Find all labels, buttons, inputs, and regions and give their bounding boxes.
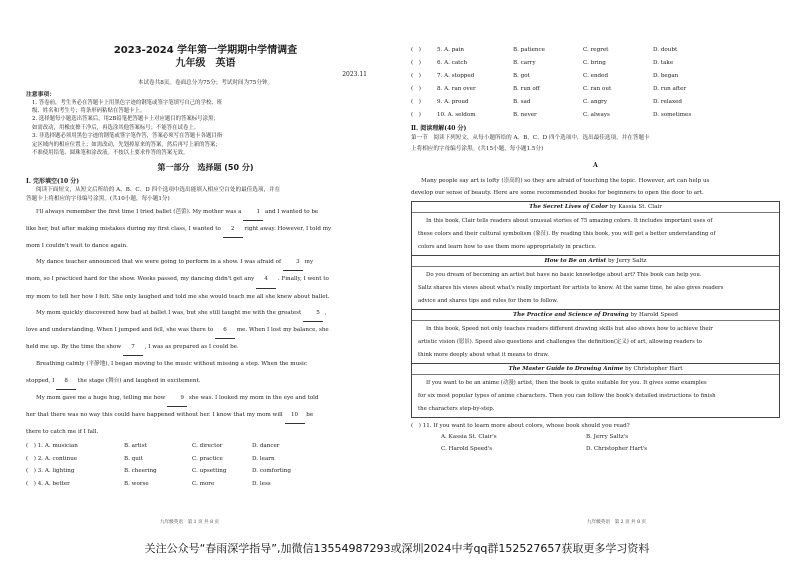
book-description-line: these colors and their cultural symbolism (象征). By reading this book, you will get a better understanding of xyxy=(418,231,716,237)
blank-number: 1 xyxy=(243,204,263,221)
book-description-line: artistic vision (愿景). Speed also questions and challenges the definition(定义) of art, allowing readers to xyxy=(418,339,702,345)
note-line: 不准使用铅笔、圆珠笔和涂改液。不按以上要求作答的答案无效。 xyxy=(32,150,189,157)
book-description-line: colors and learn how to use them more appropriately in practice. xyxy=(418,244,597,250)
option-choice[interactable]: D. comforting xyxy=(252,468,291,475)
option-choice[interactable]: B. quit xyxy=(124,455,143,462)
passage-line xyxy=(26,390,385,407)
option-choice: ( ) 2. A. continue xyxy=(26,455,78,462)
passage-text: my mom to tell her how I felt. She only laughed and told me she would teach me all she knew about ballet. xyxy=(26,293,330,300)
book-author: by Kassia St. Clair xyxy=(609,204,662,210)
passage-text: My dance teacher announced that we were going to perform in a show. I was afraid of xyxy=(36,259,282,266)
right-page xyxy=(397,0,794,536)
option-choice[interactable]: B. artist xyxy=(124,443,147,450)
option-choice: ( ) 4. A. better xyxy=(26,480,70,487)
book-description-line: think more deeply about what it means to draw. xyxy=(418,352,549,358)
option-choice[interactable]: D. relaxed xyxy=(653,99,682,105)
book-heading xyxy=(412,310,779,321)
passage-line xyxy=(26,305,385,322)
option-row xyxy=(411,109,780,122)
book-description xyxy=(412,321,779,363)
passage-line xyxy=(26,424,385,440)
book-description-line: for six most popular types of anime characters. Then you can follow the book's detailed instructions to finish xyxy=(418,393,716,399)
question-11-options-row xyxy=(411,431,780,443)
passage-label: A xyxy=(593,162,598,169)
book-title: The Practice and Science of Drawing xyxy=(513,312,629,318)
option-row xyxy=(411,83,780,96)
blank-number: 5 xyxy=(303,305,323,322)
cloze-directions: 阅读下面短文，从短文后所给的 A、B、C、D 四个选项中选出能填入相应空白处的最佳选项，并在 xyxy=(36,187,281,194)
part-one-title: 第一部分 选择题 (50 分) xyxy=(157,163,254,173)
blank-number: 2 xyxy=(223,221,243,238)
passage-text: stopped, I xyxy=(26,377,55,384)
book-list xyxy=(411,201,780,418)
page-footer: 九年级英语 第 2 页 共 8 页 xyxy=(587,520,647,525)
book-author: by Christopher Hart xyxy=(625,366,683,372)
cloze-options xyxy=(26,440,385,490)
book-title: How to Be an Artist xyxy=(544,258,607,264)
cloze-options-continued xyxy=(411,44,780,122)
passage-text: like her, but after making mistakes during my first class, I wanted to xyxy=(26,225,221,232)
passage-text: my xyxy=(304,259,314,266)
option-choice[interactable]: B. got xyxy=(513,73,530,79)
option-choice[interactable]: 9. A. proud xyxy=(437,99,469,105)
option-choice[interactable]: C. upsetting xyxy=(192,468,227,475)
option-choice[interactable]: D. less xyxy=(252,480,271,487)
passage-line xyxy=(26,339,385,356)
question-11: ( ) 11. If you want to learn more about colors, whose book should you read? xyxy=(411,423,630,429)
passage-line xyxy=(26,238,385,254)
question-11-options-row xyxy=(411,443,780,455)
passage-text: she was. I looked my mom in the eye and told xyxy=(188,394,319,401)
passage-line xyxy=(26,271,385,288)
passage-line xyxy=(26,373,385,390)
note-line: 1. 答卷前，考生务必在答题卡上用黑色字迹的钢笔或签字笔填写自己的学校、班 xyxy=(32,99,223,106)
question-option: C. Harold Speed's xyxy=(441,446,493,452)
answer-bracket: ( ) xyxy=(411,112,421,118)
book-entry xyxy=(411,309,780,363)
option-row xyxy=(26,478,385,491)
blank-number: 9 xyxy=(167,390,187,407)
notes-list xyxy=(26,99,385,158)
blank-number: 6 xyxy=(215,322,235,339)
book-description xyxy=(412,375,779,417)
book-entry xyxy=(411,255,780,309)
passage-intro: Many people say art is lofty (崇高的) so they are afraid of touching the topic. However, art can help us xyxy=(421,178,710,184)
option-choice[interactable]: 8. A. ran over xyxy=(437,86,476,92)
option-row xyxy=(411,70,780,83)
option-choice[interactable]: D. sometimes xyxy=(653,112,692,118)
note-line: 定区域内的相应位置上；如需改动，先划掉原来的答案，然后再写上新的答案； xyxy=(32,141,221,148)
option-choice[interactable]: D. doubt xyxy=(653,47,678,53)
left-page xyxy=(0,0,397,536)
exam-intro: 本试卷共8页。卷面总分为75分；考试时间为75分钟。 xyxy=(137,80,274,86)
book-description-line: In this book, Clair tells readers about unusual stories of 75 amazing colors. It includes important uses of xyxy=(426,218,713,224)
cloze-passage xyxy=(26,204,385,441)
passage-text: be xyxy=(306,412,314,419)
option-choice[interactable]: D. take xyxy=(653,60,674,66)
book-description-line: the characters step-by-step. xyxy=(418,406,495,412)
exam-subtitle: 九年级 英语 xyxy=(175,58,236,69)
blank-number: 10 xyxy=(285,407,305,424)
passage-text: held me up. By the time the show xyxy=(26,344,122,351)
exam-date: 2023.11 xyxy=(342,71,367,78)
passage-text: and I wanted to be xyxy=(265,208,319,215)
exam-title: 2023-2024 学年第一学期期中学情调查 xyxy=(113,45,298,56)
option-choice: ( ) 3. A. lighting xyxy=(26,468,75,475)
passage-text: there to catch me if I fall. xyxy=(26,429,99,436)
option-choice[interactable]: 10. A. seldom xyxy=(437,112,476,118)
passage-text: , I was as prepared as I could be. xyxy=(144,344,239,351)
option-choice[interactable]: 7. A. stopped xyxy=(437,73,475,79)
passage-text: right away. However, I told my xyxy=(244,225,332,232)
passage-text: . Finally, I went to xyxy=(277,276,329,283)
passage-text: Breathing calmly (平静地), I began moving to the music without missing a step. When the music xyxy=(36,361,307,368)
book-heading xyxy=(412,364,779,375)
option-choice[interactable]: D. learn xyxy=(252,455,275,462)
blank-number: 4 xyxy=(256,271,276,288)
book-heading xyxy=(412,202,779,213)
question-option: B. Jerry Saltz's xyxy=(586,434,629,440)
passage-line xyxy=(26,356,385,372)
blank-number: 7 xyxy=(123,339,143,356)
book-author: by Harold Speed xyxy=(630,312,678,318)
option-choice[interactable]: D. dancer xyxy=(252,443,280,450)
option-choice[interactable]: C. more xyxy=(192,480,215,487)
note-line: 2. 选择题每小题选出答案后，用2B铅笔把答题卡上对应题目的答案标号涂黑； xyxy=(32,116,219,123)
book-heading xyxy=(412,256,779,267)
passage-line xyxy=(26,204,385,221)
option-row xyxy=(26,440,385,453)
book-description-line: advice and shares tips and rules for them to follow. xyxy=(418,298,558,304)
option-choice[interactable]: B. never xyxy=(513,112,537,118)
answer-bracket: ( ) xyxy=(411,47,421,53)
passage-text: the stage (舞台) and laughed in excitement. xyxy=(77,377,201,384)
reading-directions: 第一节 阅读下列短文，从每小题所给的 A、B、C、D 四个选项中，选出最佳选项，并在答题卡 xyxy=(411,135,650,141)
note-line: 3. 非选择题必须用黑色字迹的钢笔或签字笔作答，答案必须写在答题卡各题目指 xyxy=(32,133,223,140)
passage-text: , xyxy=(324,309,327,316)
passage-text: mom, so I practiced hard for the show. Weeks passed, my dancing didn't get any xyxy=(26,276,255,283)
option-choice[interactable]: C. ran out xyxy=(583,86,612,92)
passage-text: her that there was no way this could have happened without her. I know that my mom will xyxy=(26,412,283,419)
option-choice[interactable]: 6. A. catch xyxy=(437,60,468,66)
option-choice[interactable]: 5. A. pain xyxy=(437,47,465,53)
option-choice[interactable]: C. angry xyxy=(583,99,607,105)
option-row xyxy=(411,96,780,109)
option-choice[interactable]: C. regret xyxy=(583,47,609,53)
option-choice[interactable]: B. patience xyxy=(513,47,545,53)
note-line: 级、姓名和考生号；将条形码粘贴在答题卡上。 xyxy=(32,108,146,114)
option-choice[interactable]: C. practice xyxy=(192,455,223,462)
option-choice: ( ) 1. A. musician xyxy=(26,443,78,450)
blank-number: 8 xyxy=(56,373,76,390)
option-choice[interactable]: B. cheering xyxy=(124,468,157,475)
passage-text: My mom gave me a huge hug, telling me how xyxy=(36,394,166,401)
book-description-line: In this book, Speed not only teaches readers different drawing skills but also shows how to achieve their xyxy=(426,326,713,332)
passage-text: My mom quickly discovered how bad at ballet I was, but she still taught me with the greatest xyxy=(36,309,302,316)
question-option: D. Christopher Hart's xyxy=(586,446,648,452)
option-choice[interactable]: C. ended xyxy=(583,73,609,79)
option-row xyxy=(411,44,780,57)
option-choice[interactable]: C. always xyxy=(583,112,610,118)
option-choice[interactable]: D. run after xyxy=(653,86,687,92)
book-title: The Master Guide to Drawing Anime xyxy=(508,366,624,372)
option-choice[interactable]: C. director xyxy=(192,443,223,450)
option-row xyxy=(26,453,385,466)
option-choice[interactable]: C. bring xyxy=(583,60,606,66)
promo-banner: 关注公众号“春雨深学指导”,加微信13554987293或深圳2024中考qq群152527657获取更多学习资料 xyxy=(144,542,650,555)
book-title: The Secret Lives of Color xyxy=(529,204,608,210)
cloze-directions: 答题卡上将相应的字母编号涂黑。(共10小题，每小题1分) xyxy=(26,196,170,203)
notes-title: 注意事项： xyxy=(26,91,55,98)
option-choice[interactable]: B. sad xyxy=(513,99,531,105)
option-choice[interactable]: B. run off xyxy=(513,86,540,92)
page-footer: 九年级英语 第 1 页 共 8 页 xyxy=(160,520,220,525)
book-description-line: If you want to be an anime (动漫) artist, then the book is quite suitable for you. It gives some examples xyxy=(426,380,707,386)
option-row xyxy=(411,57,780,70)
answer-bracket: ( ) xyxy=(411,60,421,66)
book-description-line: Do you dream of becoming an artist but have no basic knowledge about art? This book can help you. xyxy=(426,272,702,278)
blank-number: 3 xyxy=(283,254,303,271)
passage-line xyxy=(26,254,385,271)
option-choice[interactable]: D. began xyxy=(653,73,679,79)
option-choice[interactable]: B. worse xyxy=(124,480,149,487)
book-description-line: Saltz shares his views about what's really important for artists to know. At the same time, he also gives readers xyxy=(418,285,724,291)
book-description xyxy=(412,267,779,309)
passage-text: me. When I lost my balance, she xyxy=(236,327,329,334)
book-description xyxy=(412,213,779,255)
passage-line xyxy=(26,221,385,238)
option-row xyxy=(26,465,385,478)
reading-section-title: Ⅱ. 阅读理解(40 分) xyxy=(411,125,467,132)
note-line: 如需改动，用橡皮擦干净后，再选涂其他答案标号；不能答在试卷上。 xyxy=(32,124,200,131)
book-entry xyxy=(411,201,780,255)
passage-text: mom I couldn't wait to dance again. xyxy=(26,243,128,250)
passage-line xyxy=(26,407,385,424)
answer-bracket: ( ) xyxy=(411,86,421,92)
passage-intro: develop our sense of beauty. Here are some recommended books for beginners to open the door to art. xyxy=(411,190,704,196)
answer-bracket: ( ) xyxy=(411,73,421,79)
question-option: A. Kassia St. Clair's xyxy=(441,434,497,440)
book-author: by Jerry Saltz xyxy=(607,258,647,264)
book-entry xyxy=(411,363,780,418)
passage-text: love and understanding. When I jumped and fell, she was there to xyxy=(26,327,214,334)
cloze-section-title: Ⅰ. 完形填空(10 分) xyxy=(26,178,80,186)
passage-line xyxy=(26,289,385,305)
answer-bracket: ( ) xyxy=(411,99,421,105)
passage-line xyxy=(26,322,385,339)
reading-directions: 上将相应的字母编号涂黑。(共15小题，每小题1.5分) xyxy=(411,146,544,152)
option-choice[interactable]: B. carry xyxy=(513,60,536,66)
passage-text: I'll always remember the first time I tried ballet (芭蕾). My mother was a xyxy=(36,208,242,215)
